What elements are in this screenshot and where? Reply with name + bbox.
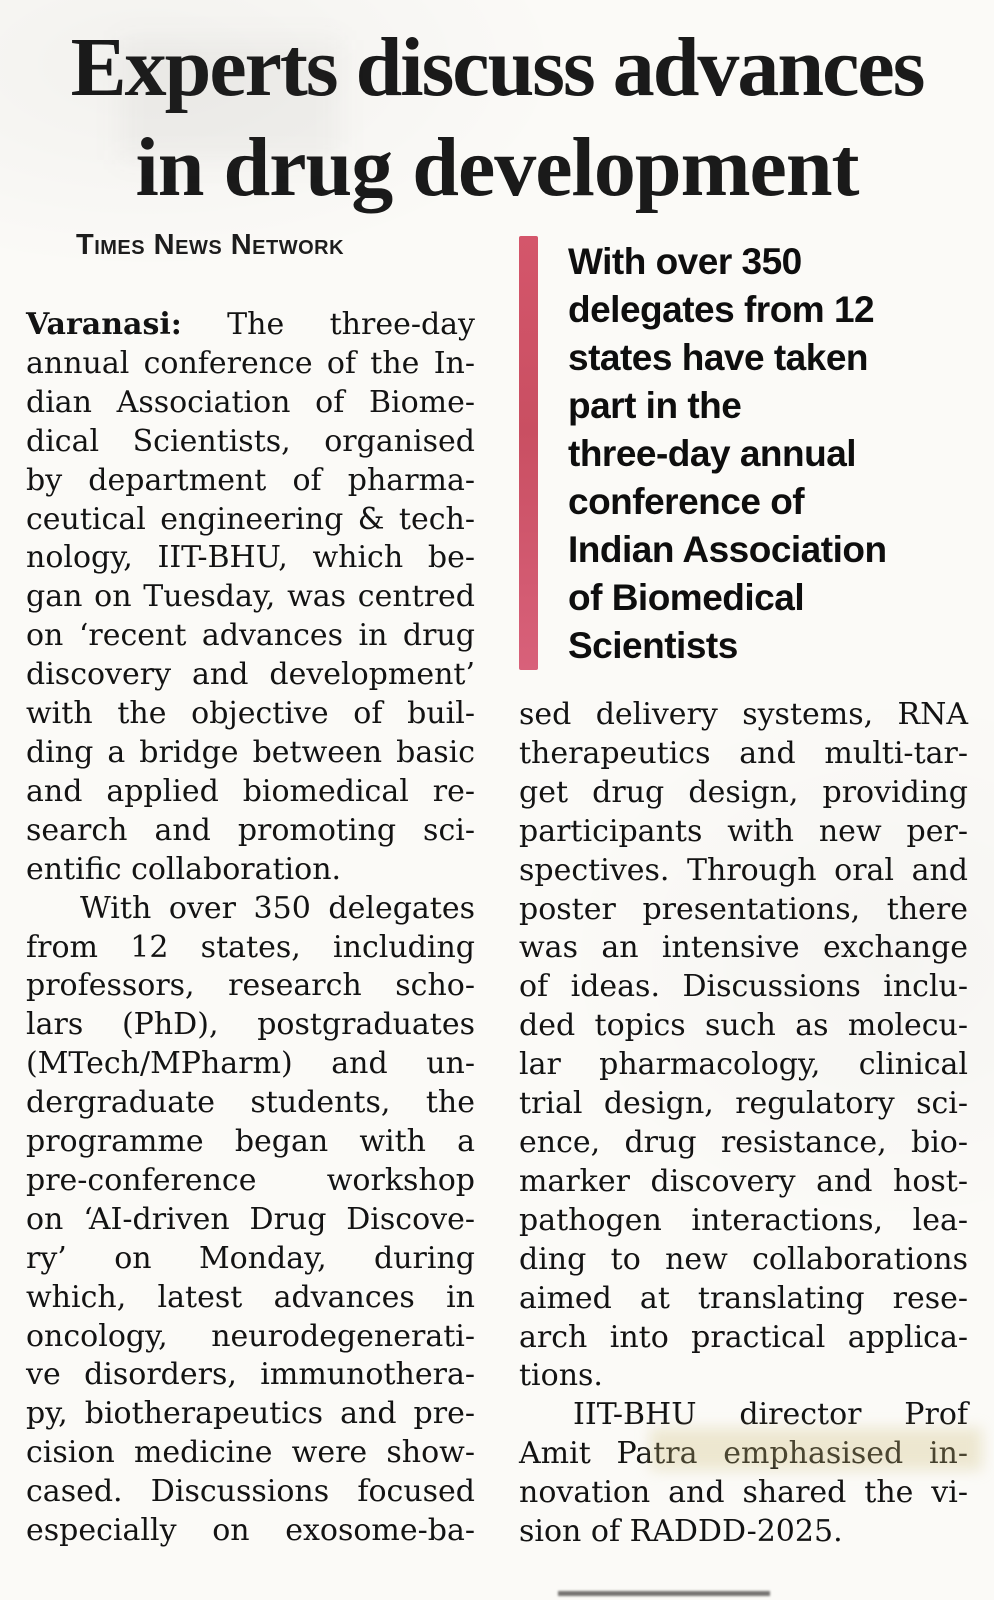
article-line: on ‘AI-driven Drug Discove- (26, 1201, 475, 1237)
article-line: (MTech/MPharm) and un- (26, 1046, 475, 1082)
article-line: ry’ on Monday, during (26, 1240, 475, 1276)
headline-line-1: Experts discuss advances (70, 21, 924, 114)
article-line: of Biomedical (568, 577, 805, 618)
article-line: spectives. Through oral and (519, 852, 968, 888)
article-line: ding a bridge between basic (26, 734, 475, 770)
left-column (26, 220, 475, 1552)
article-line: arch into practical applica- (519, 1319, 968, 1355)
article-line: ded topics such as molecu- (519, 1008, 968, 1044)
article-line: get drug design, providing (519, 774, 968, 810)
article-line: delegates from 12 (568, 289, 875, 330)
article-line: search and promoting sci- (26, 812, 475, 848)
article-line: Scientists (568, 625, 738, 666)
article-line: oncology, neurodegenerati- (26, 1318, 475, 1354)
article-line: novation and shared the vi- (519, 1475, 968, 1511)
article-line: Amit Patra emphasised in- (519, 1436, 968, 1472)
article-line: conference of (568, 481, 805, 522)
article-line: states have taken (568, 337, 869, 378)
article-line: nology, IIT-BHU, which be- (26, 540, 475, 576)
article-line: three-day annual (568, 433, 857, 474)
article-line: py, biotherapeutics and pre- (26, 1396, 475, 1432)
article-line: gan on Tuesday, was centred (26, 579, 475, 615)
article-line: With over 350 delegates (80, 890, 475, 926)
article-line: discovery and development’ (26, 657, 475, 693)
article-line: on ‘recent advances in drug (26, 618, 475, 654)
article-line: Indian Association (568, 529, 887, 570)
article-line: was an intensive exchange (519, 930, 968, 966)
article-line: part in the (568, 385, 742, 426)
pull-quote-text (568, 236, 887, 670)
article-line: sed delivery systems, RNA (519, 697, 968, 732)
headline-line-2: in drug development (135, 121, 859, 214)
pull-quote-accent-bar (519, 236, 538, 670)
article-line: poster presentations, there (519, 891, 968, 927)
article-line: aimed at translating rese- (519, 1280, 968, 1316)
pull-quote (519, 236, 968, 670)
article-line: trial design, regulatory sci- (519, 1086, 968, 1122)
article-line: cision medicine were show- (26, 1435, 475, 1471)
article-line: professors, research scho- (26, 968, 475, 1004)
article-line: dical Scientists, organised (26, 423, 475, 459)
scan-artifact-rule (558, 1591, 770, 1596)
right-column-text (519, 696, 968, 1552)
article-line: especially on exosome-ba- (26, 1513, 475, 1549)
article-line: which, latest advances in (26, 1279, 475, 1315)
article-line: and applied biomedical re- (26, 773, 475, 809)
article-line: annual conference of the In- (26, 345, 475, 381)
article-line: dian Association of Biome- (26, 384, 475, 420)
dateline: Varanasi: (26, 307, 182, 342)
article-line: ding to new collaborations (519, 1241, 968, 1277)
byline: Times News Network (76, 229, 345, 261)
article-line: pre-conference workshop (26, 1162, 475, 1198)
article-line: Varanasi: The three-day (26, 307, 475, 342)
article-line: marker discovery and host- (519, 1163, 968, 1199)
article-line: programme began with a (26, 1124, 475, 1160)
right-column (519, 220, 968, 1552)
left-column-text (26, 306, 475, 1551)
article-line: ence, drug resistance, bio- (519, 1124, 968, 1160)
article-line: with the objective of buil- (26, 696, 475, 732)
article-columns (0, 220, 994, 1552)
article-line: IIT-BHU director Prof (573, 1397, 968, 1433)
article-line: of ideas. Discussions inclu- (519, 969, 968, 1005)
article-line: tions. (519, 1358, 603, 1394)
article-line: lars (PhD), postgraduates (26, 1007, 475, 1043)
article-line: ve disorders, immunothera- (26, 1357, 475, 1393)
article-line: participants with new per- (519, 813, 968, 849)
article-line: by department of pharma- (26, 462, 475, 498)
article-line: sion of RADDD-2025. (519, 1514, 843, 1550)
article-headline (0, 0, 994, 218)
article-line: cased. Discussions focused (26, 1474, 475, 1510)
article-line: entific collaboration. (26, 851, 342, 887)
article-line: lar pharmacology, clinical (519, 1047, 968, 1083)
article-line: ceutical engineering & tech- (26, 501, 475, 537)
article-line: from 12 states, including (26, 929, 475, 965)
article-line: dergraduate students, the (26, 1085, 475, 1121)
article-line: pathogen interactions, lea- (519, 1202, 968, 1238)
article-line: therapeutics and multi-tar- (519, 735, 968, 771)
article-line: With over 350 (568, 241, 802, 282)
